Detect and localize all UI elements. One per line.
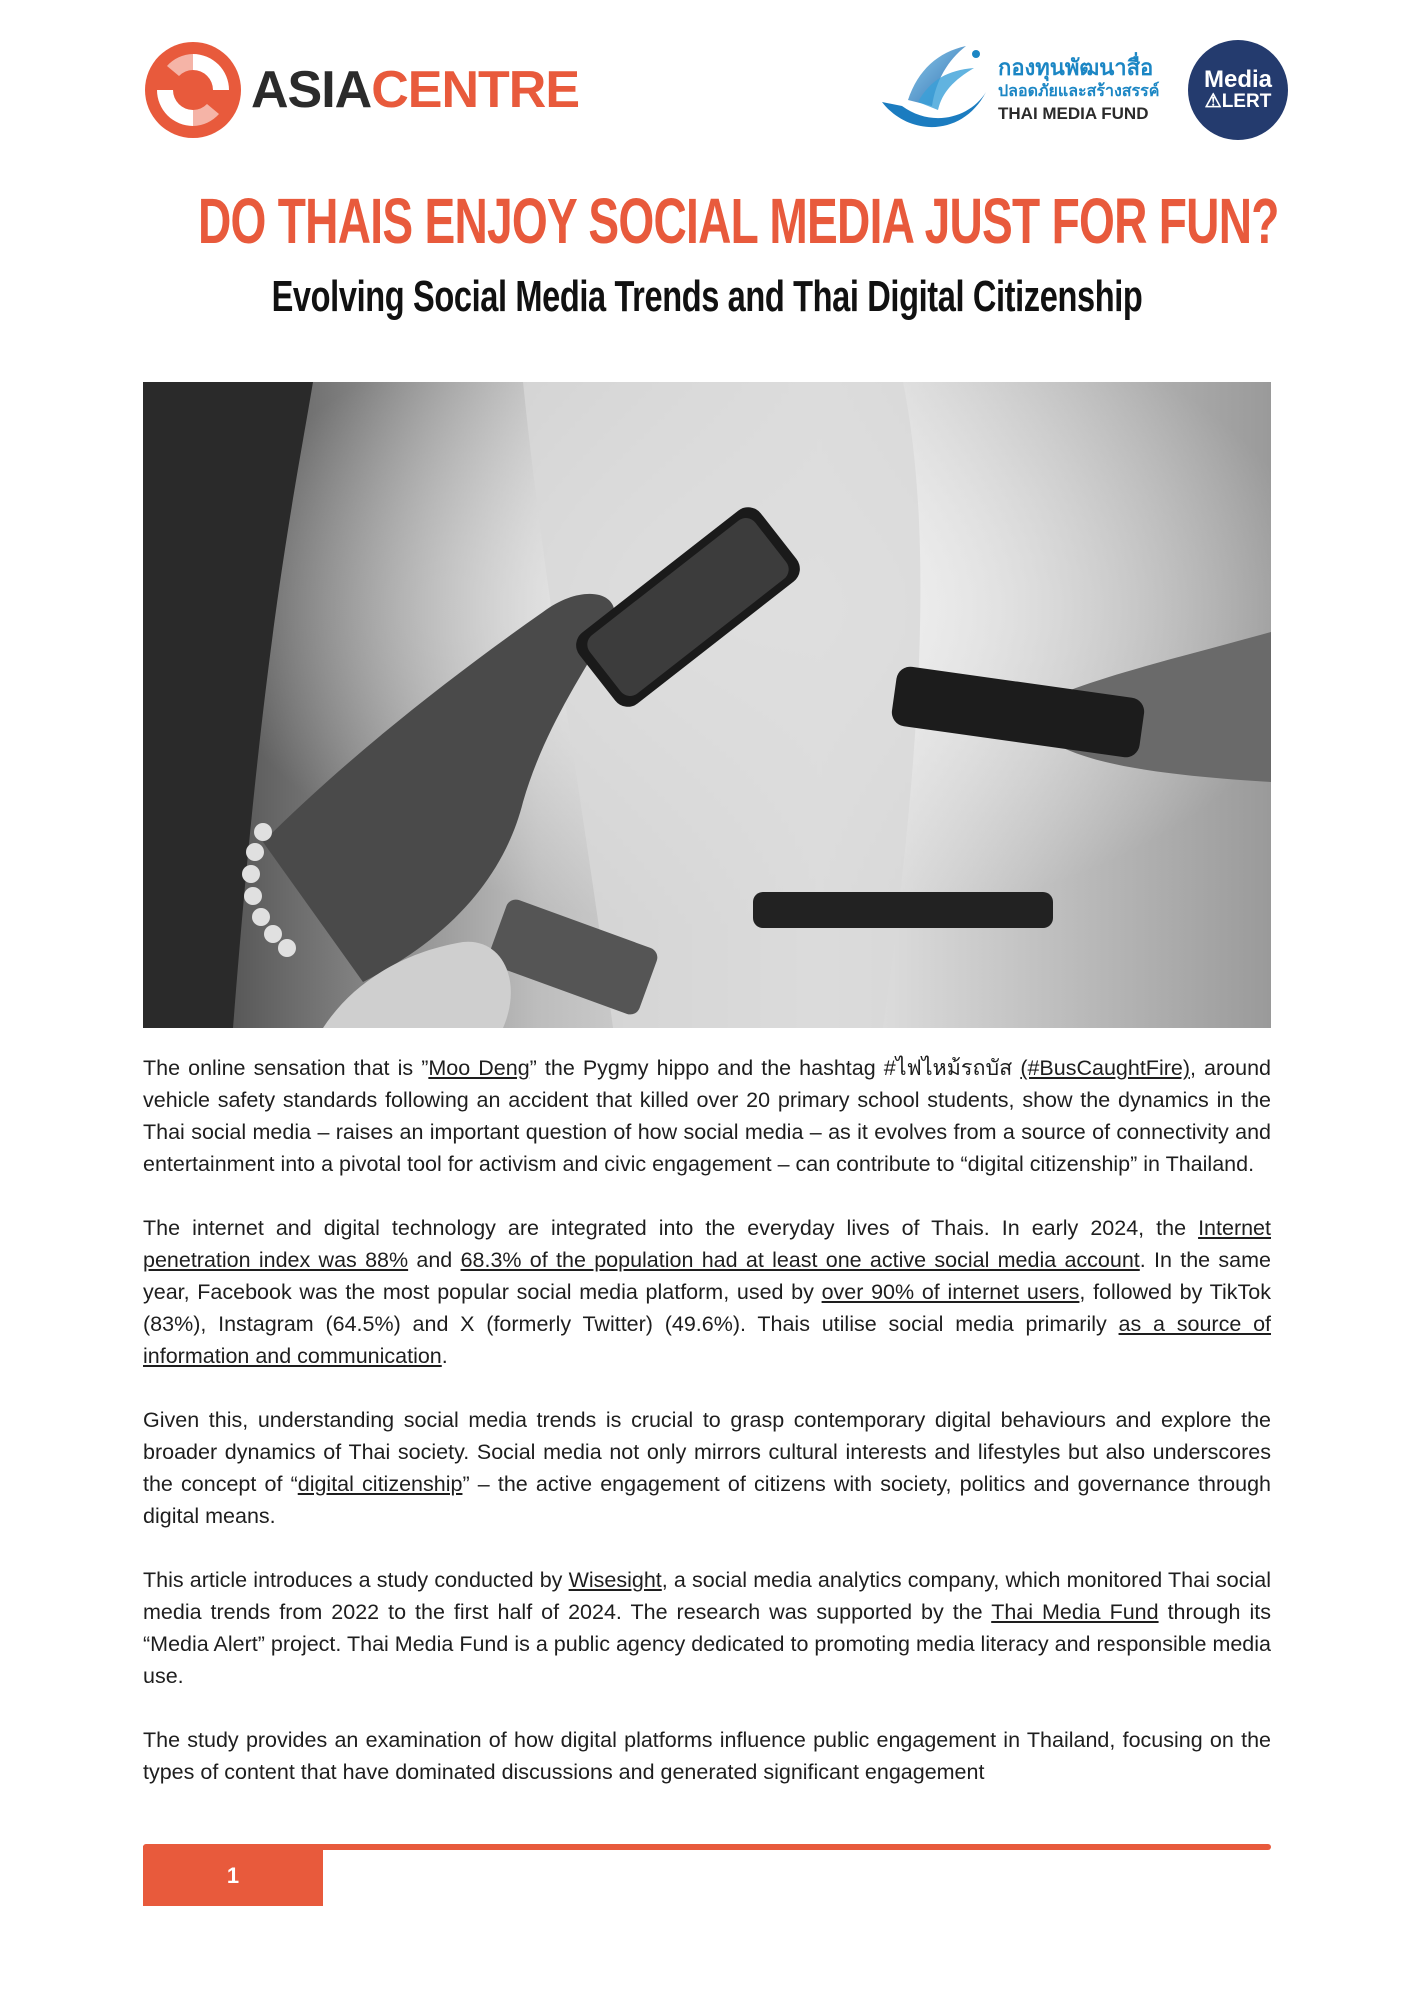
paragraph-1: The online sensation that is ”Moo Deng” the Pygmy hippo and the hashtag #ไฟไหม้รถบัส (#BusCaughtFire), around vehicle safety standards following an accident that killed over 20 primary school students, show the dynamics in the Thai social media – raises an important question of how social media – as it evolves from a source of connectivity and entertainment into a pivotal tool for activism and civic engagement – can contribute to “digital citizenship” in Thailand. xyxy=(143,1056,1271,1176)
link-bus-caught-fire[interactable]: (#BusCaughtFire) xyxy=(1020,1056,1190,1080)
thai-media-fund-logo xyxy=(878,40,1159,140)
link-internet-penetration[interactable]: Internet penetration index was 88% xyxy=(143,1216,1271,1272)
link-information-communication[interactable]: as a source of information and communication xyxy=(143,1312,1271,1368)
tmf-english-name: THAI MEDIA FUND xyxy=(998,104,1149,124)
page-title: DO THAIS ENJOY SOCIAL MEDIA JUST FOR FUN? xyxy=(197,185,1279,257)
media-alert-line-2: ⚠LERT xyxy=(1204,90,1272,112)
paragraph-2: The internet and digital technology are integrated into the everyday lives of Thais. In early 2024, the Internet penetration index was 88% and 68.3% of the population had at least one active social media account. In the same year, Facebook was the most popular social media platform, used by over 90% of internet users, followed by TikTok (83%), Instagram (64.5%) and X (formerly Twitter) (49.6%). Thais utilise social media primarily as a source of information and communication. xyxy=(143,1216,1271,1368)
link-facebook-users[interactable]: over 90% of internet users xyxy=(821,1280,1080,1304)
asia-centre-swirl-icon xyxy=(143,40,243,140)
page-number: 1 xyxy=(226,1863,240,1888)
link-wisesight[interactable]: Wisesight xyxy=(568,1568,662,1592)
tmf-thai-line-1: กองทุนพัฒนาสื่อ xyxy=(998,56,1154,82)
link-thai-media-fund[interactable]: Thai Media Fund xyxy=(991,1600,1159,1624)
tmf-thai-line-2: ปลอดภัยและสร้างสรรค์ xyxy=(998,80,1160,100)
link-social-media-accounts[interactable]: 68.3% of the population had at least one active social media account xyxy=(460,1248,1140,1272)
paragraph-4: This article introduces a study conducted by Wisesight, a social media analytics company, which monitored Thai social media trends from 2022 to the first half of 2024. The research was supported by the Thai Media Fund through its “Media Alert” project. Thai Media Fund is a public agency dedicated to promoting media literacy and responsible media use. xyxy=(143,1568,1271,1688)
article-body xyxy=(143,1052,1271,1820)
asia-centre-wordmark: ASIACENTRE xyxy=(251,61,580,119)
link-moo-deng[interactable]: Moo Deng xyxy=(428,1056,530,1080)
paragraph-3: Given this, understanding social media trends is crucial to grasp contemporary digital behaviours and explore the broader dynamics of Thai society. Social media not only mirrors cultural interests and lifestyles but also underscores the concept of “digital citizenship” – the active engagement of citizens with society, politics and governance through digital means. xyxy=(143,1408,1271,1528)
media-alert-line-1: Media xyxy=(1203,65,1272,93)
hero-photo-hands-with-phones xyxy=(143,382,1271,1028)
paragraph-5: The study provides an examination of how digital platforms influence public engagement in Thailand, focusing on the types of content that have dominated discussions and generated significant engagement xyxy=(143,1728,1271,1784)
link-digital-citizenship[interactable]: digital citizenship xyxy=(297,1472,463,1496)
asia-centre-logo xyxy=(143,40,579,140)
bird-wave-icon xyxy=(878,40,990,140)
page-subtitle: Evolving Social Media Trends and Thai Digital Citizenship xyxy=(271,272,1143,321)
page-number-box xyxy=(143,1846,323,1906)
media-alert-logo xyxy=(1188,40,1288,140)
